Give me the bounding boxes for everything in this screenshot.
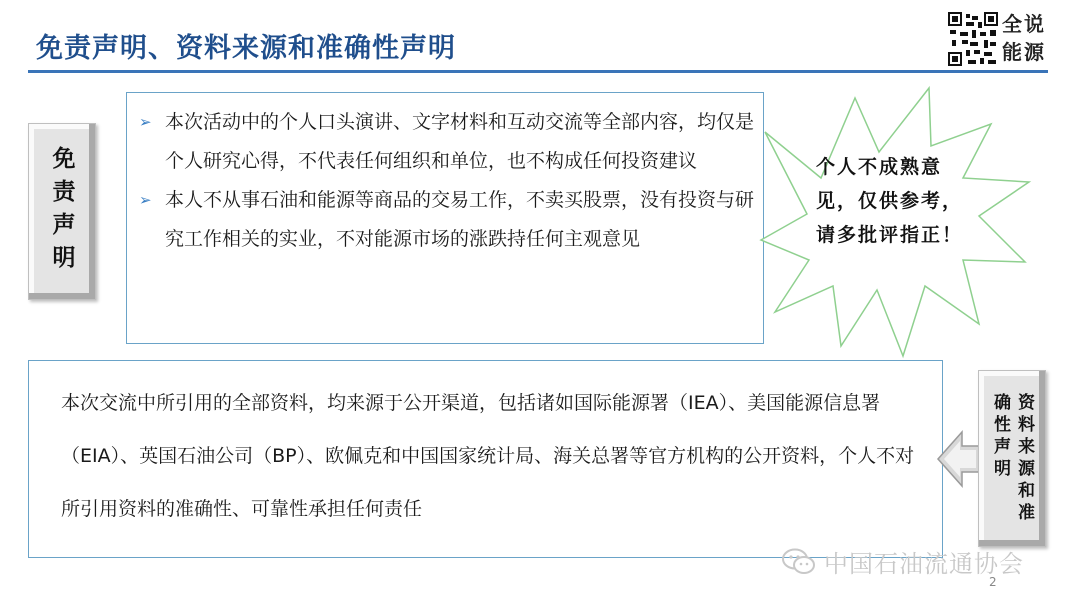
disclaimer-tab <box>28 123 96 300</box>
sources-tab-label: 资料来源和准确性声明 <box>990 392 1034 525</box>
disclaimer-bullet <box>139 103 755 181</box>
sources-tab <box>978 370 1046 547</box>
arrowhead-bullet-icon: ➢ <box>139 113 152 131</box>
arrowhead-bullet-icon: ➢ <box>139 191 152 209</box>
callout-text: 个人不成熟意见，仅供参考，请多批评指正！ <box>816 156 964 246</box>
disclaimer-tab-label: 免责声明 <box>48 145 75 278</box>
page-title: 免责声明、资料来源和准确性声明 <box>36 33 456 64</box>
wechat-icon <box>782 548 816 576</box>
sources-text: 本次交流中所引用的全部资料，均来源于公开渠道，包括诸如国际能源署（IEA）、美国能源信息署（EIA）、英国石油公司（BP）、欧佩克和中国国家统计局、海关总署等官方机构的公开资料，个人不对所引用资料的准确性、可靠性承担任何责任 <box>61 392 915 520</box>
watermark <box>782 544 1024 579</box>
disclaimer-box <box>126 92 764 344</box>
page-number: 2 <box>989 575 997 589</box>
watermark-text: 中国石油流通协会 <box>824 550 1024 578</box>
left-arrow-icon <box>936 428 982 490</box>
title-divider <box>28 70 1048 73</box>
disclaimer-bullet <box>139 181 755 259</box>
disclaimer-bullet-text: 本次活动中的个人口头演讲、文字材料和互动交流等全部内容，均仅是个人研究心得，不代表任何组织和单位，也不构成任何投资建议 <box>165 111 755 172</box>
qr-code-icon <box>948 12 998 66</box>
disclaimer-bullet-text: 本人不从事石油和能源等商品的交易工作，不卖买股票，没有投资与研究工作相关的实业，不对能源市场的涨跌持任何主观意见 <box>165 189 755 250</box>
brand-logo-text: 全说能源 <box>1002 12 1046 64</box>
sources-box <box>28 360 943 558</box>
